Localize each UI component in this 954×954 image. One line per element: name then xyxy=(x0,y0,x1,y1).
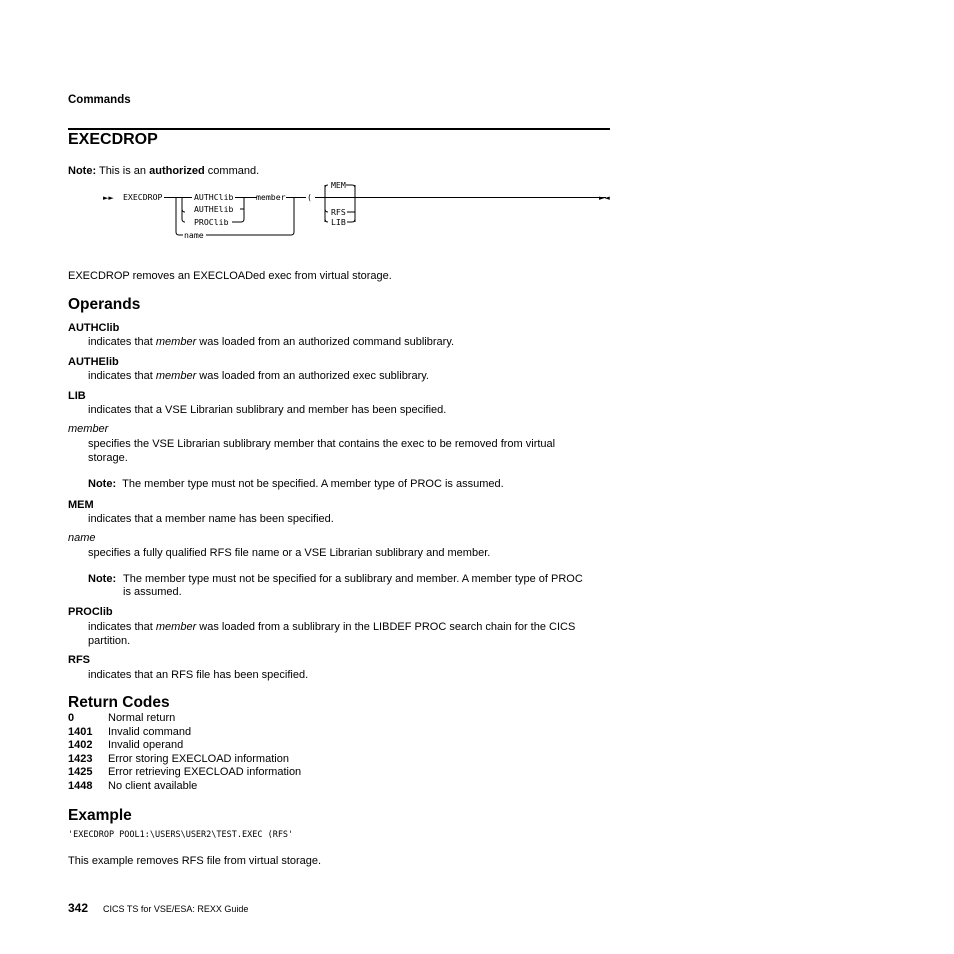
return-code-row xyxy=(68,739,301,753)
example-desc: This example removes RFS file from virtual storage. xyxy=(68,855,322,867)
diagram-start: ►► xyxy=(103,194,114,202)
desc-post: was loaded from a sublibrary in the LIBDEF PROC search chain for the CICS xyxy=(199,621,576,633)
page-title: EXECDROP xyxy=(68,131,158,148)
diagram-authclib: AUTHClib xyxy=(194,192,234,202)
diagram-authelib: AUTHElib xyxy=(194,204,234,214)
rc-desc: Error retrieving EXECLOAD information xyxy=(108,766,302,778)
title-rule xyxy=(68,128,610,130)
rc-desc: Invalid command xyxy=(108,725,192,738)
return-code-row xyxy=(68,780,301,794)
desc-pre: indicates that xyxy=(88,370,153,382)
return-codes-heading: Return Codes xyxy=(68,694,170,711)
name-note-line2: is assumed. xyxy=(123,586,182,598)
desc-pre: indicates that xyxy=(88,621,153,633)
operands-heading: Operands xyxy=(68,296,141,313)
desc-post: was loaded from an authorized command sublibrary. xyxy=(199,336,455,348)
diagram-member: member xyxy=(256,192,286,202)
syntax-diagram xyxy=(0,175,620,245)
operand-desc-authclib xyxy=(88,335,608,349)
note-bold: authorized xyxy=(149,165,205,177)
return-code-row xyxy=(68,753,301,767)
return-code-row xyxy=(68,726,301,740)
operand-term-authelib: AUTHElib xyxy=(68,356,119,368)
diagram-mem: MEM xyxy=(331,180,346,190)
diagram-proclib: PROClib xyxy=(194,217,229,227)
rc-desc: Error storing EXECLOAD information xyxy=(108,752,289,765)
desc-post: was loaded from an authorized exec sublibrary. xyxy=(199,370,429,382)
note-label: Note: xyxy=(88,478,117,490)
note-text: The member type must not be specified. A member type of PROC is assumed. xyxy=(122,478,504,490)
name-note-label: Note: xyxy=(88,573,117,585)
rc-code: 1401 xyxy=(68,725,93,738)
operand-desc-member-2: storage. xyxy=(88,452,128,464)
operand-desc-authelib xyxy=(88,369,608,383)
note-pre: This is an xyxy=(98,165,147,177)
operand-desc-lib: indicates that a VSE Librarian sublibrary and member has been specified. xyxy=(88,404,447,416)
operand-term-lib: LIB xyxy=(68,390,86,402)
diagram-name: name xyxy=(184,230,204,240)
operand-desc-proclib xyxy=(88,620,618,634)
rc-code: 0 xyxy=(68,712,75,724)
diagram-end: ►◄ xyxy=(599,194,610,202)
example-code: 'EXECDROP POOL1:\USERS\USER2\TEST.EXEC (RFS' xyxy=(68,830,294,840)
member-note xyxy=(88,478,504,491)
running-header: Commands xyxy=(68,94,131,106)
operand-desc-member-1: specifies the VSE Librarian sublibrary member that contains the exec to be removed from virtual xyxy=(88,438,556,450)
rc-desc: Invalid operand xyxy=(108,739,184,751)
diagram-rfs: RFS xyxy=(331,207,346,217)
rc-desc: No client available xyxy=(108,779,198,792)
name-note-line1: The member type must not be specified for a sublibrary and member. A member type of PROC xyxy=(123,573,583,585)
operand-term-name: name xyxy=(68,532,96,544)
return-code-row xyxy=(68,766,301,780)
intro-text: EXECDROP removes an EXECLOADed exec from virtual storage. xyxy=(68,270,392,282)
desc-em: member xyxy=(155,370,197,382)
return-code-row xyxy=(68,712,301,726)
page-number: 342 xyxy=(68,901,89,915)
desc-em: member xyxy=(155,336,197,348)
operand-desc-proclib-2: partition. xyxy=(88,635,131,647)
diagram-paren: ( xyxy=(307,192,312,202)
note-label: Note: xyxy=(68,165,97,177)
desc-em: member xyxy=(155,621,197,633)
footer-text: CICS TS for VSE/ESA: REXX Guide xyxy=(103,904,249,914)
operand-term-mem: MEM xyxy=(68,499,94,511)
operand-term-authclib: AUTHClib xyxy=(68,322,120,334)
return-codes-list xyxy=(68,712,301,793)
rc-code: 1448 xyxy=(68,779,93,792)
rc-code: 1423 xyxy=(68,752,93,765)
rc-desc: Normal return xyxy=(108,712,176,724)
example-heading: Example xyxy=(68,807,132,824)
operand-term-member: member xyxy=(68,423,109,435)
rc-code: 1425 xyxy=(68,766,93,778)
rc-code: 1402 xyxy=(68,739,93,751)
diagram-command: EXECDROP xyxy=(123,192,163,202)
operand-desc-rfs: indicates that an RFS file has been specified. xyxy=(88,669,309,681)
operand-term-proclib: PROClib xyxy=(68,606,113,618)
diagram-lib: LIB xyxy=(331,217,346,227)
operand-term-rfs: RFS xyxy=(68,654,90,666)
operand-desc-mem: indicates that a member name has been specified. xyxy=(88,513,334,525)
desc-pre: indicates that xyxy=(88,336,153,348)
operand-desc-name: specifies a fully qualified RFS file name or a VSE Librarian sublibrary and member. xyxy=(88,547,491,559)
note-post: command. xyxy=(207,165,260,177)
